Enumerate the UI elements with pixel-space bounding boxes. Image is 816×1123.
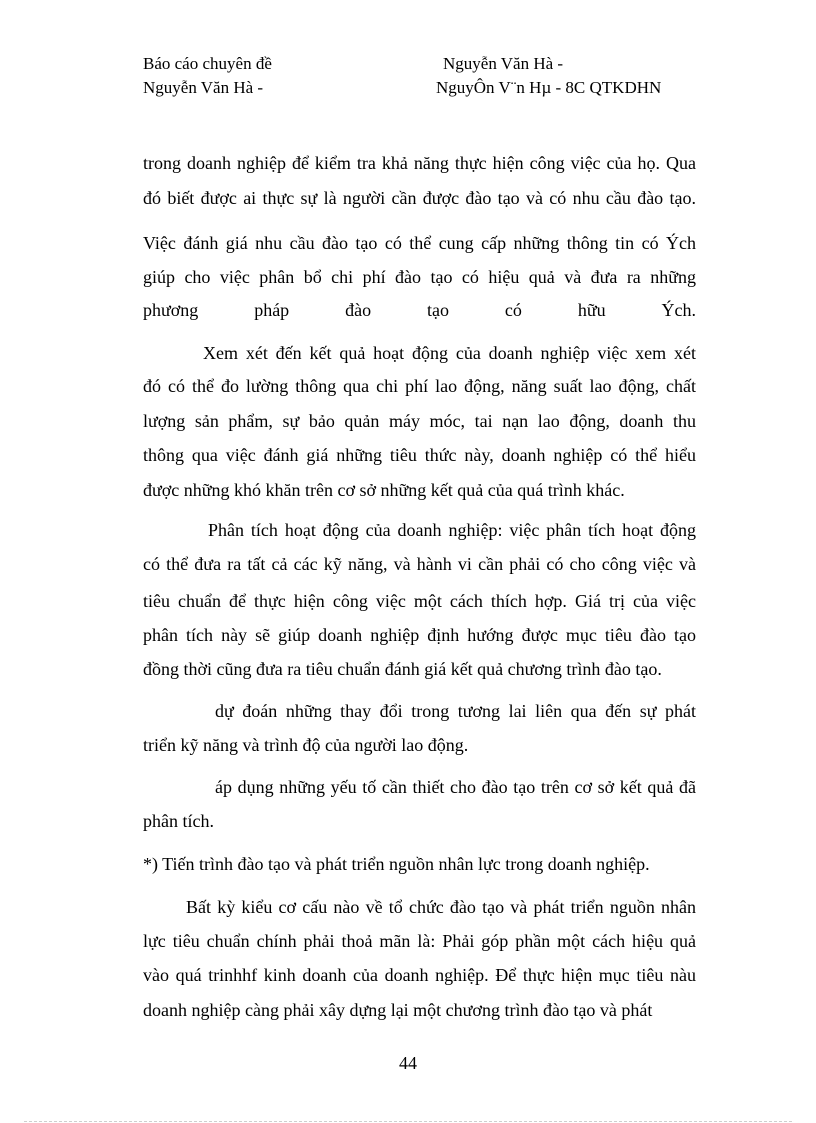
text-line: dự đoán những thay đổi trong tương lai liên qua đến sự phát <box>215 701 696 721</box>
header-left-1: Báo cáo chuyên đề <box>143 54 272 73</box>
text-line: đồng thời cũng đưa ra tiêu chuẩn đánh giá kết quả chương trình đào tạo. <box>143 659 662 679</box>
text-line: Bất kỳ kiểu cơ cấu nào về tổ chức đào tạo và phát triển nguồn nhân <box>186 897 696 917</box>
text-line: Xem xét đến kết quả hoạt động của doanh nghiệp việc xem xét <box>203 343 696 363</box>
header-right-1: Nguyễn Văn Hà - <box>443 54 564 73</box>
text-line: *) Tiến trình đào tạo và phát triển nguồn nhân lực trong doanh nghiệp. <box>143 854 650 874</box>
text-line: Việc đánh giá nhu cầu đào tạo có thể cung cấp những thông tin có Ých <box>143 233 696 253</box>
text-line: tiêu chuẩn để thực hiện công việc một cách thích hợp. Giá trị của việc <box>143 591 696 611</box>
text-line: thông qua việc đánh giá những tiêu thức này, doanh nghiệp có thể hiểu <box>143 445 696 465</box>
text-line: phương pháp đào tạo có hữu Ých. <box>143 300 696 320</box>
header-left-2: Nguyễn Văn Hà - <box>143 78 264 97</box>
text-line: phân tích này sẽ giúp doanh nghiệp định hướng được mục tiêu đào tạo <box>143 625 696 645</box>
text-line: triển kỹ năng và trình độ của người lao động. <box>143 735 469 755</box>
text-line: Phân tích hoạt động của doanh nghiệp: việc phân tích hoạt động <box>208 520 696 540</box>
text-line: trong doanh nghiệp để kiểm tra khả năng thực hiện công việc của họ. Qua <box>143 153 696 173</box>
text-line: đó có thể đo lường thông qua chi phí lao động, năng suất lao động, chất <box>143 376 696 396</box>
text-line: được những khó khăn trên cơ sở những kết quả của quá trình khác. <box>143 480 625 500</box>
text-line: có thể đưa ra tất cả các kỹ năng, và hành vi cần phải có cho công việc và <box>143 554 696 574</box>
text-line: lực tiêu chuẩn chính phải thoả mãn là: Phải góp phần một cách hiệu quả <box>143 931 696 951</box>
page-number: 44 <box>399 1053 417 1073</box>
page-break-divider <box>24 1121 792 1122</box>
text-line: phân tích. <box>143 811 214 831</box>
header-right-2: NguyÔn V¨n Hµ - 8C QTKDHN <box>436 78 662 97</box>
text-line: giúp cho việc phân bổ chi phí đào tạo có hiệu quả và đưa ra những <box>143 267 696 287</box>
text-line: lượng sản phẩm, sự bảo quản máy móc, tai nạn lao động, doanh thu <box>143 411 696 431</box>
text-line: doanh nghiệp càng phải xây dựng lại một chương trình đào tạo và phát <box>143 1000 653 1020</box>
text-line: vào quá trinhhf kinh doanh của doanh nghiệp. Để thực hiện mục tiêu nàu <box>143 965 696 985</box>
text-line: đó biết được ai thực sự là người cần được đào tạo và có nhu cầu đào tạo. <box>143 188 696 208</box>
text-line: áp dụng những yếu tố cần thiết cho đào tạo trên cơ sở kết quả đã <box>215 777 696 797</box>
